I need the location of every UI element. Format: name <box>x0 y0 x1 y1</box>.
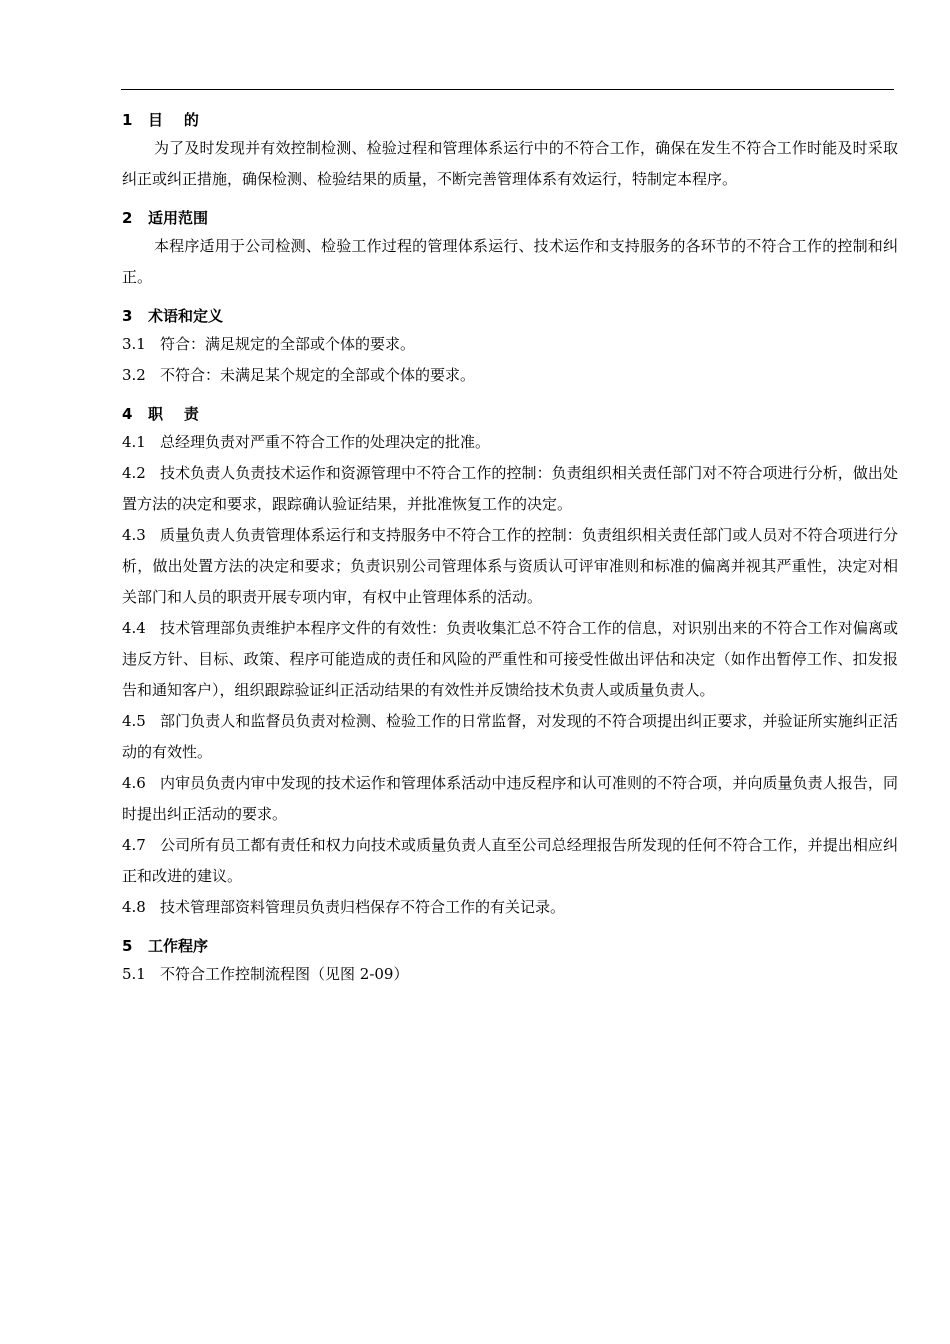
item-number: 3.1 <box>122 335 146 353</box>
item-number: 4.4 <box>122 619 146 637</box>
item-number: 4.8 <box>122 898 146 916</box>
item-number: 4.2 <box>122 464 146 482</box>
section-number: 3 <box>122 307 133 325</box>
item-text: 部门负责人和监督员负责对检测、检验工作的日常监督，对发现的不符合项提出纠正要求，并验证所实施纠正活动的有效性。 <box>122 712 898 761</box>
section-purpose <box>122 107 898 195</box>
list-item <box>122 427 898 458</box>
section-terms <box>122 303 898 391</box>
list-item <box>122 959 898 990</box>
item-text: 符合：满足规定的全部或个体的要求。 <box>160 335 416 353</box>
section-paragraph: 本程序适用于公司检测、检验工作过程的管理体系运行、技术运作和支持服务的各环节的不符合工作的控制和纠正。 <box>122 237 898 286</box>
section-heading <box>122 303 898 329</box>
document-body <box>122 107 898 1000</box>
item-text: 不符合工作控制流程图（见图 2-09） <box>160 965 409 983</box>
section-scope <box>122 205 898 293</box>
item-number: 4.5 <box>122 712 146 730</box>
item-number: 3.2 <box>122 366 146 384</box>
item-number: 4.3 <box>122 526 146 544</box>
item-text: 不符合：未满足某个规定的全部或个体的要求。 <box>160 366 476 384</box>
item-text: 公司所有员工都有责任和权力向技术或质量负责人直至公司总经理报告所发现的任何不符合工作，并提出相应纠正和改进的建议。 <box>122 836 898 885</box>
item-text: 质量负责人负责管理体系运行和支持服务中不符合工作的控制：负责组织相关责任部门或人员对不符合项进行分析，做出处置方法的决定和要求；负责识别公司管理体系与资质认可评审准则和标准的偏离并视其严重性，决定对相关部门和人员的职责开展专项内审，有权中止管理体系的活动。 <box>122 526 898 606</box>
list-item <box>122 768 898 830</box>
section-number: 4 <box>122 405 133 423</box>
item-number: 4.1 <box>122 433 146 451</box>
item-text: 技术管理部资料管理员负责归档保存不符合工作的有关记录。 <box>160 898 566 916</box>
item-text: 技术负责人负责技术运作和资源管理中不符合工作的控制：负责组织相关责任部门对不符合项进行分析，做出处置方法的决定和要求，跟踪确认验证结果，并批准恢复工作的决定。 <box>122 464 898 513</box>
item-text: 技术管理部负责维护本程序文件的有效性：负责收集汇总不符合工作的信息，对识别出来的不符合工作对偏离或违反方针、目标、政策、程序可能造成的责任和风险的严重性和可接受性做出评估和决定（如作出暂停工作、扣发报告和通知客户），组织跟踪验证纠正活动结果的有效性并反馈给技术负责人或质量负责人。 <box>122 619 898 699</box>
section-heading <box>122 401 898 427</box>
section-number: 1 <box>122 111 133 129</box>
header-rule <box>121 89 894 90</box>
section-heading <box>122 205 898 231</box>
section-title: 适用范围 <box>148 209 209 227</box>
list-item <box>122 706 898 768</box>
section-number: 5 <box>122 937 133 955</box>
item-text: 总经理负责对严重不符合工作的处理决定的批准。 <box>160 433 491 451</box>
section-title: 术语和定义 <box>148 307 224 325</box>
section-heading <box>122 107 898 133</box>
list-item <box>122 613 898 706</box>
section-responsibilities <box>122 401 898 923</box>
item-text: 内审员负责内审中发现的技术运作和管理体系活动中违反程序和认可准则的不符合项，并向质量负责人报告，同时提出纠正活动的要求。 <box>122 774 898 823</box>
section-title: 目 的 <box>148 111 199 129</box>
list-item <box>122 830 898 892</box>
item-number: 4.7 <box>122 836 146 854</box>
list-item <box>122 458 898 520</box>
list-item <box>122 892 898 923</box>
section-heading <box>122 933 898 959</box>
section-title: 职 责 <box>148 405 199 423</box>
item-number: 4.6 <box>122 774 146 792</box>
section-title: 工作程序 <box>148 937 209 955</box>
section-paragraph: 为了及时发现并有效控制检测、检验过程和管理体系运行中的不符合工作，确保在发生不符合工作时能及时采取纠正或纠正措施，确保检测、检验结果的质量，不断完善管理体系有效运行，特制定本程序。 <box>122 139 898 188</box>
section-procedure <box>122 933 898 990</box>
item-number: 5.1 <box>122 965 146 983</box>
list-item <box>122 329 898 360</box>
section-number: 2 <box>122 209 133 227</box>
list-item <box>122 520 898 613</box>
list-item <box>122 360 898 391</box>
